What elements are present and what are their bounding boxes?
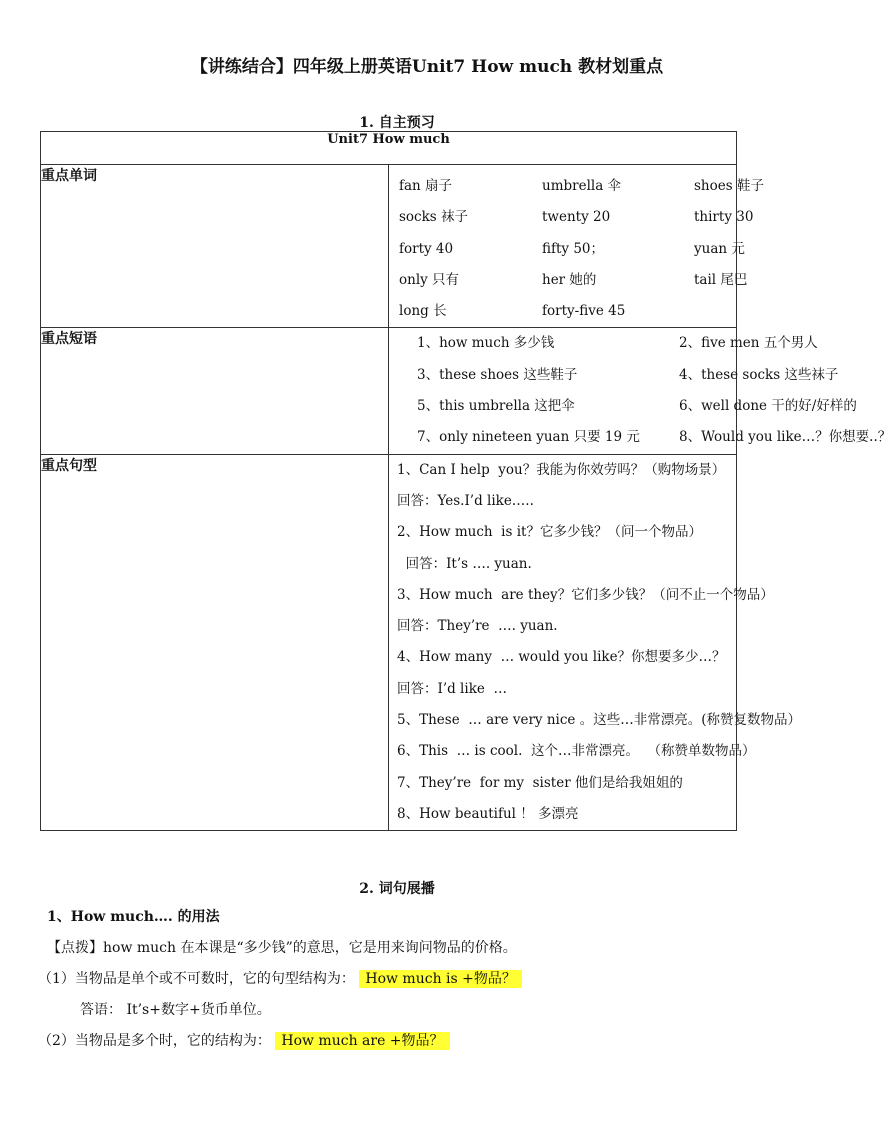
word-item: umbrella 伞	[542, 178, 622, 194]
table-header-row	[41, 132, 737, 165]
sentences-list	[389, 455, 801, 831]
phrase-item: 2、five men 五个男人	[679, 335, 818, 352]
phrase-row	[417, 422, 891, 453]
section-heading-expansion: 2. 词句展播	[359, 881, 435, 897]
usage-rule-1-highlight: How much is +物品？	[359, 970, 522, 988]
phrases-cell	[389, 328, 891, 454]
word-item: socks 袜子	[399, 209, 469, 226]
word-item: fifty 50；	[542, 240, 605, 257]
sentence-line: 8、How beautiful ！ 多漂亮	[397, 805, 579, 822]
word-item: fan 扇子	[399, 178, 453, 194]
phrase-row	[417, 360, 839, 391]
sentences-label: 重点句型	[41, 454, 389, 831]
sentence-line: 6、This … is cool. 这个…非常漂亮。 （称赞单数物品）	[397, 743, 756, 760]
sentence-line: 回答：Yes.I’d like…..	[397, 492, 534, 509]
word-row	[399, 171, 764, 202]
sentence-line: 回答：It’s …. yuan.	[397, 555, 532, 572]
word-row	[399, 296, 736, 327]
word-item: tail 尾巴	[694, 271, 748, 288]
word-row	[399, 234, 745, 265]
words-label: 重点单词	[41, 165, 389, 328]
words-cell	[389, 165, 764, 328]
phrases-label: 重点短语	[41, 328, 389, 454]
sentences-cell	[389, 454, 801, 831]
usage-heading: 1、How much…. 的用法	[47, 909, 220, 925]
word-item: shoes 鞋子	[694, 178, 764, 194]
sentences-row	[41, 454, 737, 831]
phrase-item: 7、only nineteen yuan 只要 19 元	[417, 429, 640, 446]
usage-rule-2	[38, 1030, 450, 1050]
word-item: twenty 20	[542, 209, 611, 226]
word-item: her 她的	[542, 271, 597, 288]
usage-rule-1	[38, 968, 522, 988]
usage-rule-2-text: （2）当物品是多个时，它的结构为：	[38, 1033, 271, 1049]
sentence-line: 1、Can I help you？我能为你效劳吗？（购物场景）	[397, 461, 726, 478]
sentence-line: 5、These … are very nice 。这些…非常漂亮。(称赞复数物品）	[397, 712, 801, 729]
phrase-item: 4、these socks 这些袜子	[679, 366, 839, 383]
word-item: thirty 30	[694, 209, 754, 226]
sentence-line: 2、How much is it？它多少钱？（问一个物品）	[397, 524, 702, 541]
sentence-line: 回答：They’re …. yuan.	[397, 618, 558, 635]
phrase-item: 5、this umbrella 这把伞	[417, 398, 575, 415]
sentence-line: 回答：I’d like …	[397, 680, 507, 697]
sentence-line: 3、How much are they？它们多少钱？（问不止一个物品）	[397, 586, 774, 603]
phrase-item: 6、well done 干的好/好样的	[679, 398, 857, 415]
document-title: 【讲练结合】四年级上册英语Unit7 How much 教材划重点	[190, 57, 664, 77]
phrases-list	[389, 328, 891, 453]
word-row	[399, 265, 748, 296]
usage-tip: 【点拨】how much 在本课是“多少钱”的意思，它是用来询问物品的价格。	[47, 940, 517, 956]
sentence-line: 7、They’re for my sister 他们是给我姐姐的	[397, 774, 683, 791]
usage-rule-1-answer: 答语： It’s+数字+货币单位。	[80, 1002, 271, 1018]
usage-rule-2-highlight: How much are +物品？	[275, 1032, 449, 1050]
word-item: yuan 元	[694, 240, 745, 257]
words-row	[41, 165, 737, 328]
usage-rule-1-text: （1）当物品是单个或不可数时，它的句型结构为：	[38, 971, 355, 987]
words-list	[389, 165, 764, 327]
phrase-row	[417, 391, 857, 422]
phrase-item: 3、these shoes 这些鞋子	[417, 366, 578, 383]
sentence-line: 4、How many … would you like？你想要多少…？	[397, 649, 726, 666]
phrase-item: 8、Would you like…？你想要..？	[679, 429, 891, 446]
word-row	[399, 202, 754, 233]
word-item: long 长	[399, 303, 447, 320]
table-header: Unit7 How much	[41, 132, 737, 165]
word-item: forty-five 45	[542, 303, 626, 320]
phrases-row	[41, 328, 737, 454]
phrase-item: 1、how much 多少钱	[417, 335, 555, 352]
section-heading-preview: 1. 自主预习	[359, 115, 435, 131]
phrase-row	[417, 328, 818, 359]
key-points-table	[40, 131, 891, 831]
word-item: only 只有	[399, 271, 460, 288]
word-item: forty 40	[399, 240, 454, 257]
